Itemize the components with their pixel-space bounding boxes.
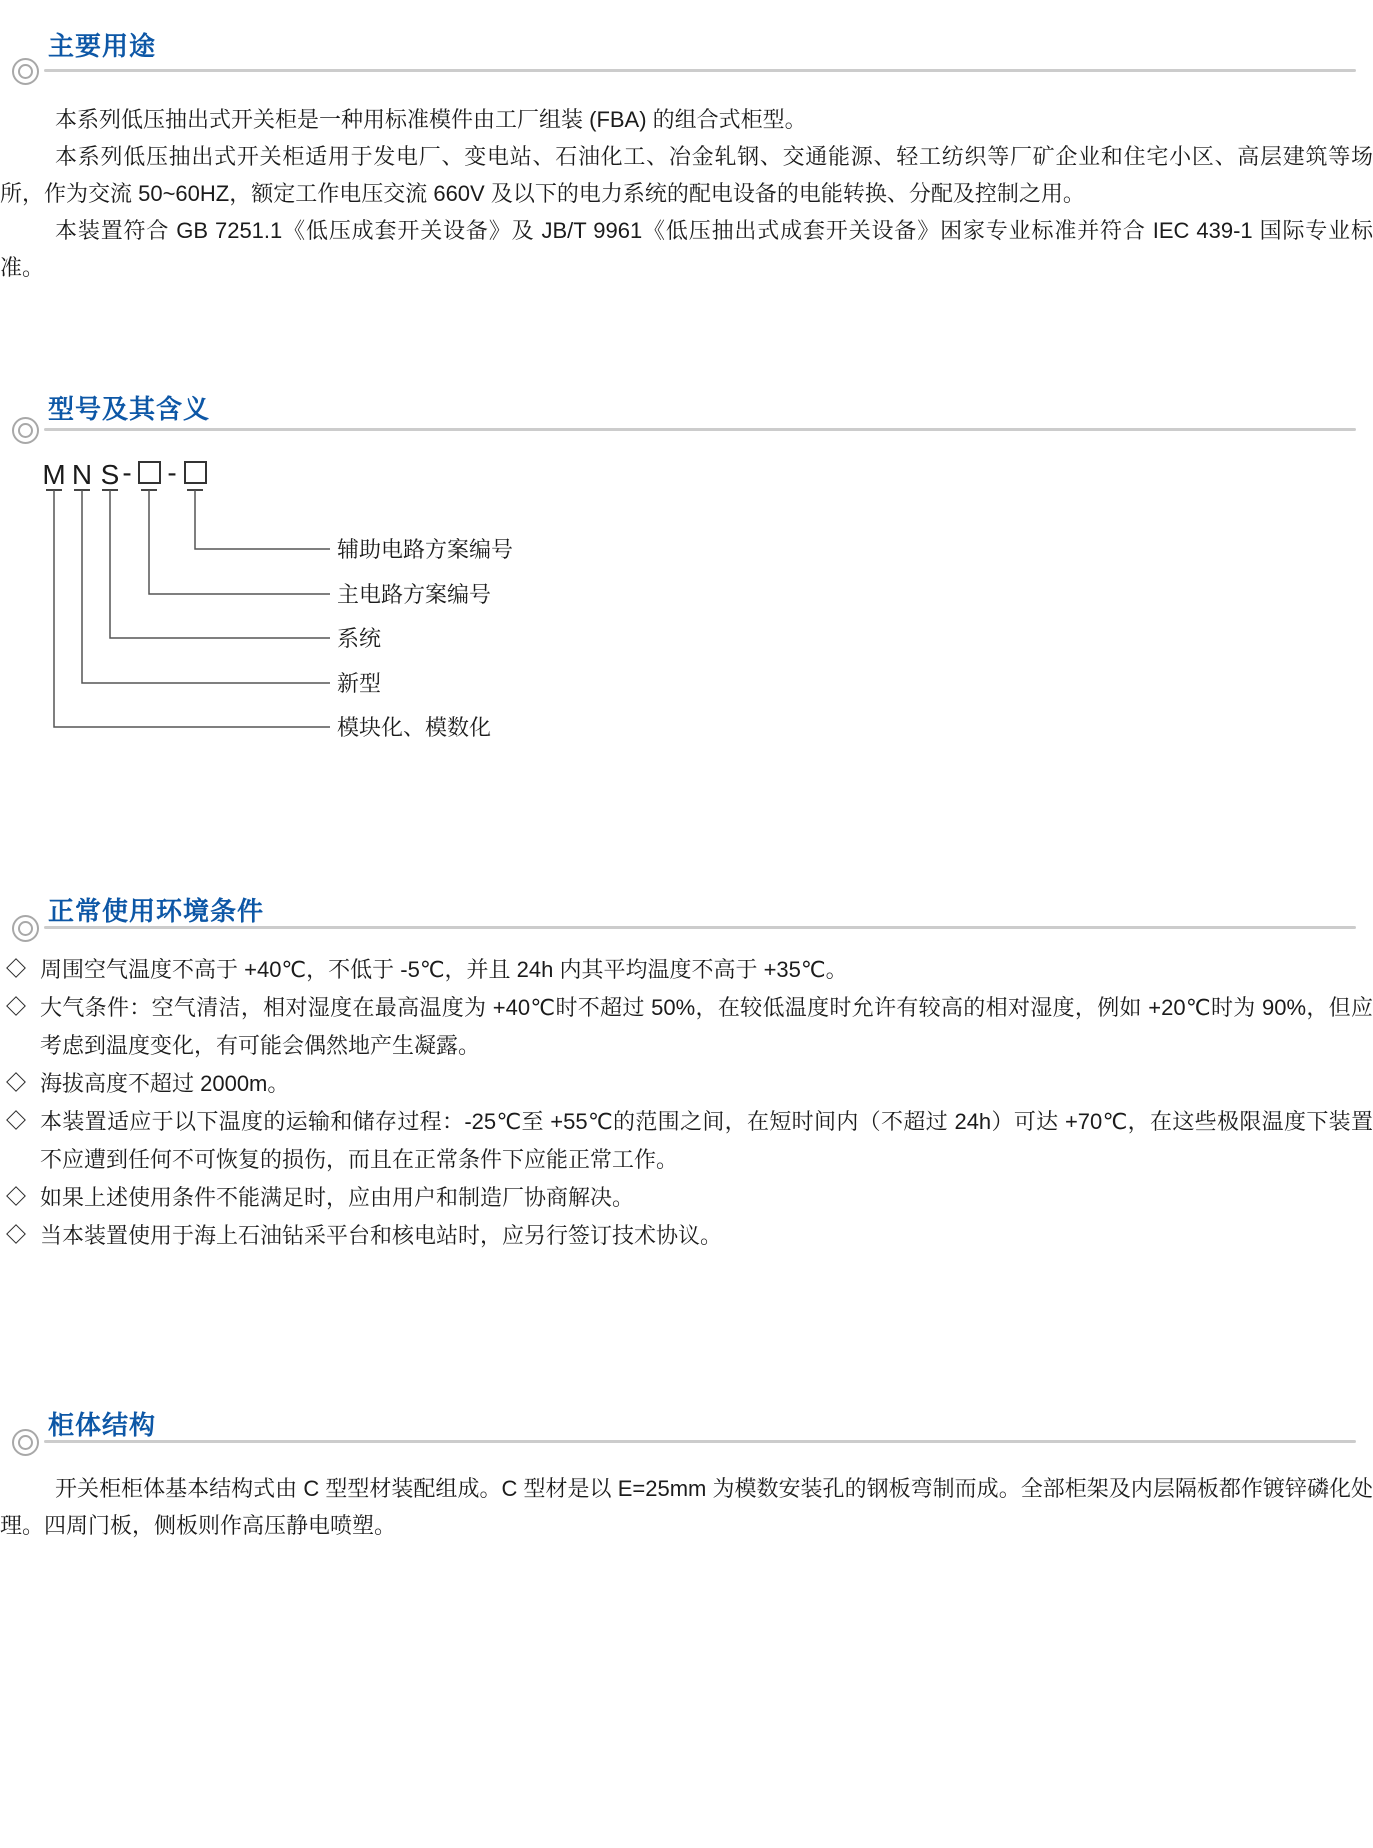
diamond-bullet-icon	[6, 1072, 26, 1092]
label-aux-circuit: 辅助电路方案编号	[337, 537, 514, 562]
env-condition-item	[0, 1217, 1373, 1255]
section-ring-icon	[12, 58, 39, 85]
section-divider	[44, 428, 1356, 431]
env-condition-item	[0, 1065, 1373, 1103]
label-main-circuit: 主电路方案编号	[337, 582, 492, 607]
diamond-bullet-icon	[6, 1186, 26, 1206]
env-condition-text: 周围空气温度不高于 +40℃，不低于 -5℃，并且 24h 内其平均温度不高于 +35℃。	[40, 957, 848, 982]
model-code-char-s: S	[100, 459, 120, 490]
section-title-environment: 正常使用环境条件	[48, 896, 265, 926]
env-conditions-list	[0, 951, 1373, 1255]
paragraph: 本系列低压抽出式开关柜适用于发电厂、变电站、石油化工、冶金轧钢、交通能源、轻工纺织等厂矿企业和住宅小区、高层建筑等场所，作为交流 50~60HZ，额定工作电压交流 660V 及以下的电力系统的配电设备的电能转换、分配及控制之用。	[0, 144, 1373, 206]
section-title-model-meaning: 型号及其含义	[48, 394, 211, 424]
section-divider	[44, 1440, 1356, 1443]
section-title-main-uses: 主要用途	[48, 31, 157, 61]
section-divider	[44, 926, 1356, 929]
model-code-dash: -	[122, 457, 132, 488]
section-ring-icon	[12, 915, 39, 942]
env-condition-text: 本装置适应于以下温度的运输和储存过程：-25℃至 +55℃的范围之间，在短时间内（不超过 24h）可达 +70℃，在这些极限温度下装置不应遭到任何不可恢复的损伤，而且在正常条件下应能正常工作。	[40, 1109, 1373, 1172]
env-condition-text: 当本装置使用于海上石油钻采平台和核电站时，应另行签订技术协议。	[40, 1223, 723, 1248]
env-condition-item	[0, 951, 1373, 989]
model-code-diagram	[0, 440, 760, 770]
label-new-type: 新型	[337, 671, 382, 696]
diamond-bullet-icon	[6, 996, 26, 1016]
diagram-connector-lines	[54, 490, 330, 727]
env-condition-text: 大气条件：空气清洁，相对湿度在最高温度为 +40℃时不超过 50%，在较低温度时允许有较高的相对湿度，例如 +20℃时为 90%，但应考虑到温度变化，有可能会偶然地产生凝露。	[40, 995, 1373, 1058]
diamond-bullet-icon	[6, 1224, 26, 1244]
label-system: 系统	[337, 626, 382, 651]
model-code-char-n: N	[71, 459, 93, 490]
paragraph: 本系列低压抽出式开关柜是一种用标准模件由工厂组装 (FBA) 的组合式柜型。	[55, 107, 807, 132]
env-condition-text: 海拔高度不超过 2000m。	[40, 1071, 290, 1096]
env-condition-item	[0, 989, 1373, 1065]
model-code-placeholder-box	[185, 462, 206, 483]
env-condition-item	[0, 1179, 1373, 1217]
section-title-cabinet-structure: 柜体结构	[48, 1410, 157, 1440]
label-modular: 模块化、模数化	[337, 715, 492, 740]
main-uses-paragraphs	[0, 101, 1373, 286]
section-divider	[44, 69, 1356, 72]
paragraph: 开关柜柜体基本结构式由 C 型型材装配组成。C 型材是以 E=25mm 为模数安装孔的钢板弯制而成。全部柜架及内层隔板都作镀锌磷化处理。四周门板，侧板则作高压静电喷塑。	[0, 1476, 1373, 1538]
diamond-bullet-icon	[6, 1110, 26, 1130]
section-ring-icon	[12, 1429, 39, 1456]
model-code-char-m: M	[42, 459, 66, 490]
paragraph: 本装置符合 GB 7251.1《低压成套开关设备》及 JB/T 9961《低压抽出式成套开关设备》困家专业标准并符合 IEC 439-1 国际专业标准。	[0, 218, 1373, 280]
model-code-dash: -	[167, 457, 177, 488]
env-condition-item	[0, 1103, 1373, 1179]
model-code-placeholder-box	[139, 462, 160, 483]
cabinet-structure-paragraphs	[0, 1470, 1373, 1544]
env-condition-text: 如果上述使用条件不能满足时，应由用户和制造厂协商解决。	[40, 1185, 635, 1210]
diamond-bullet-icon	[6, 958, 26, 978]
